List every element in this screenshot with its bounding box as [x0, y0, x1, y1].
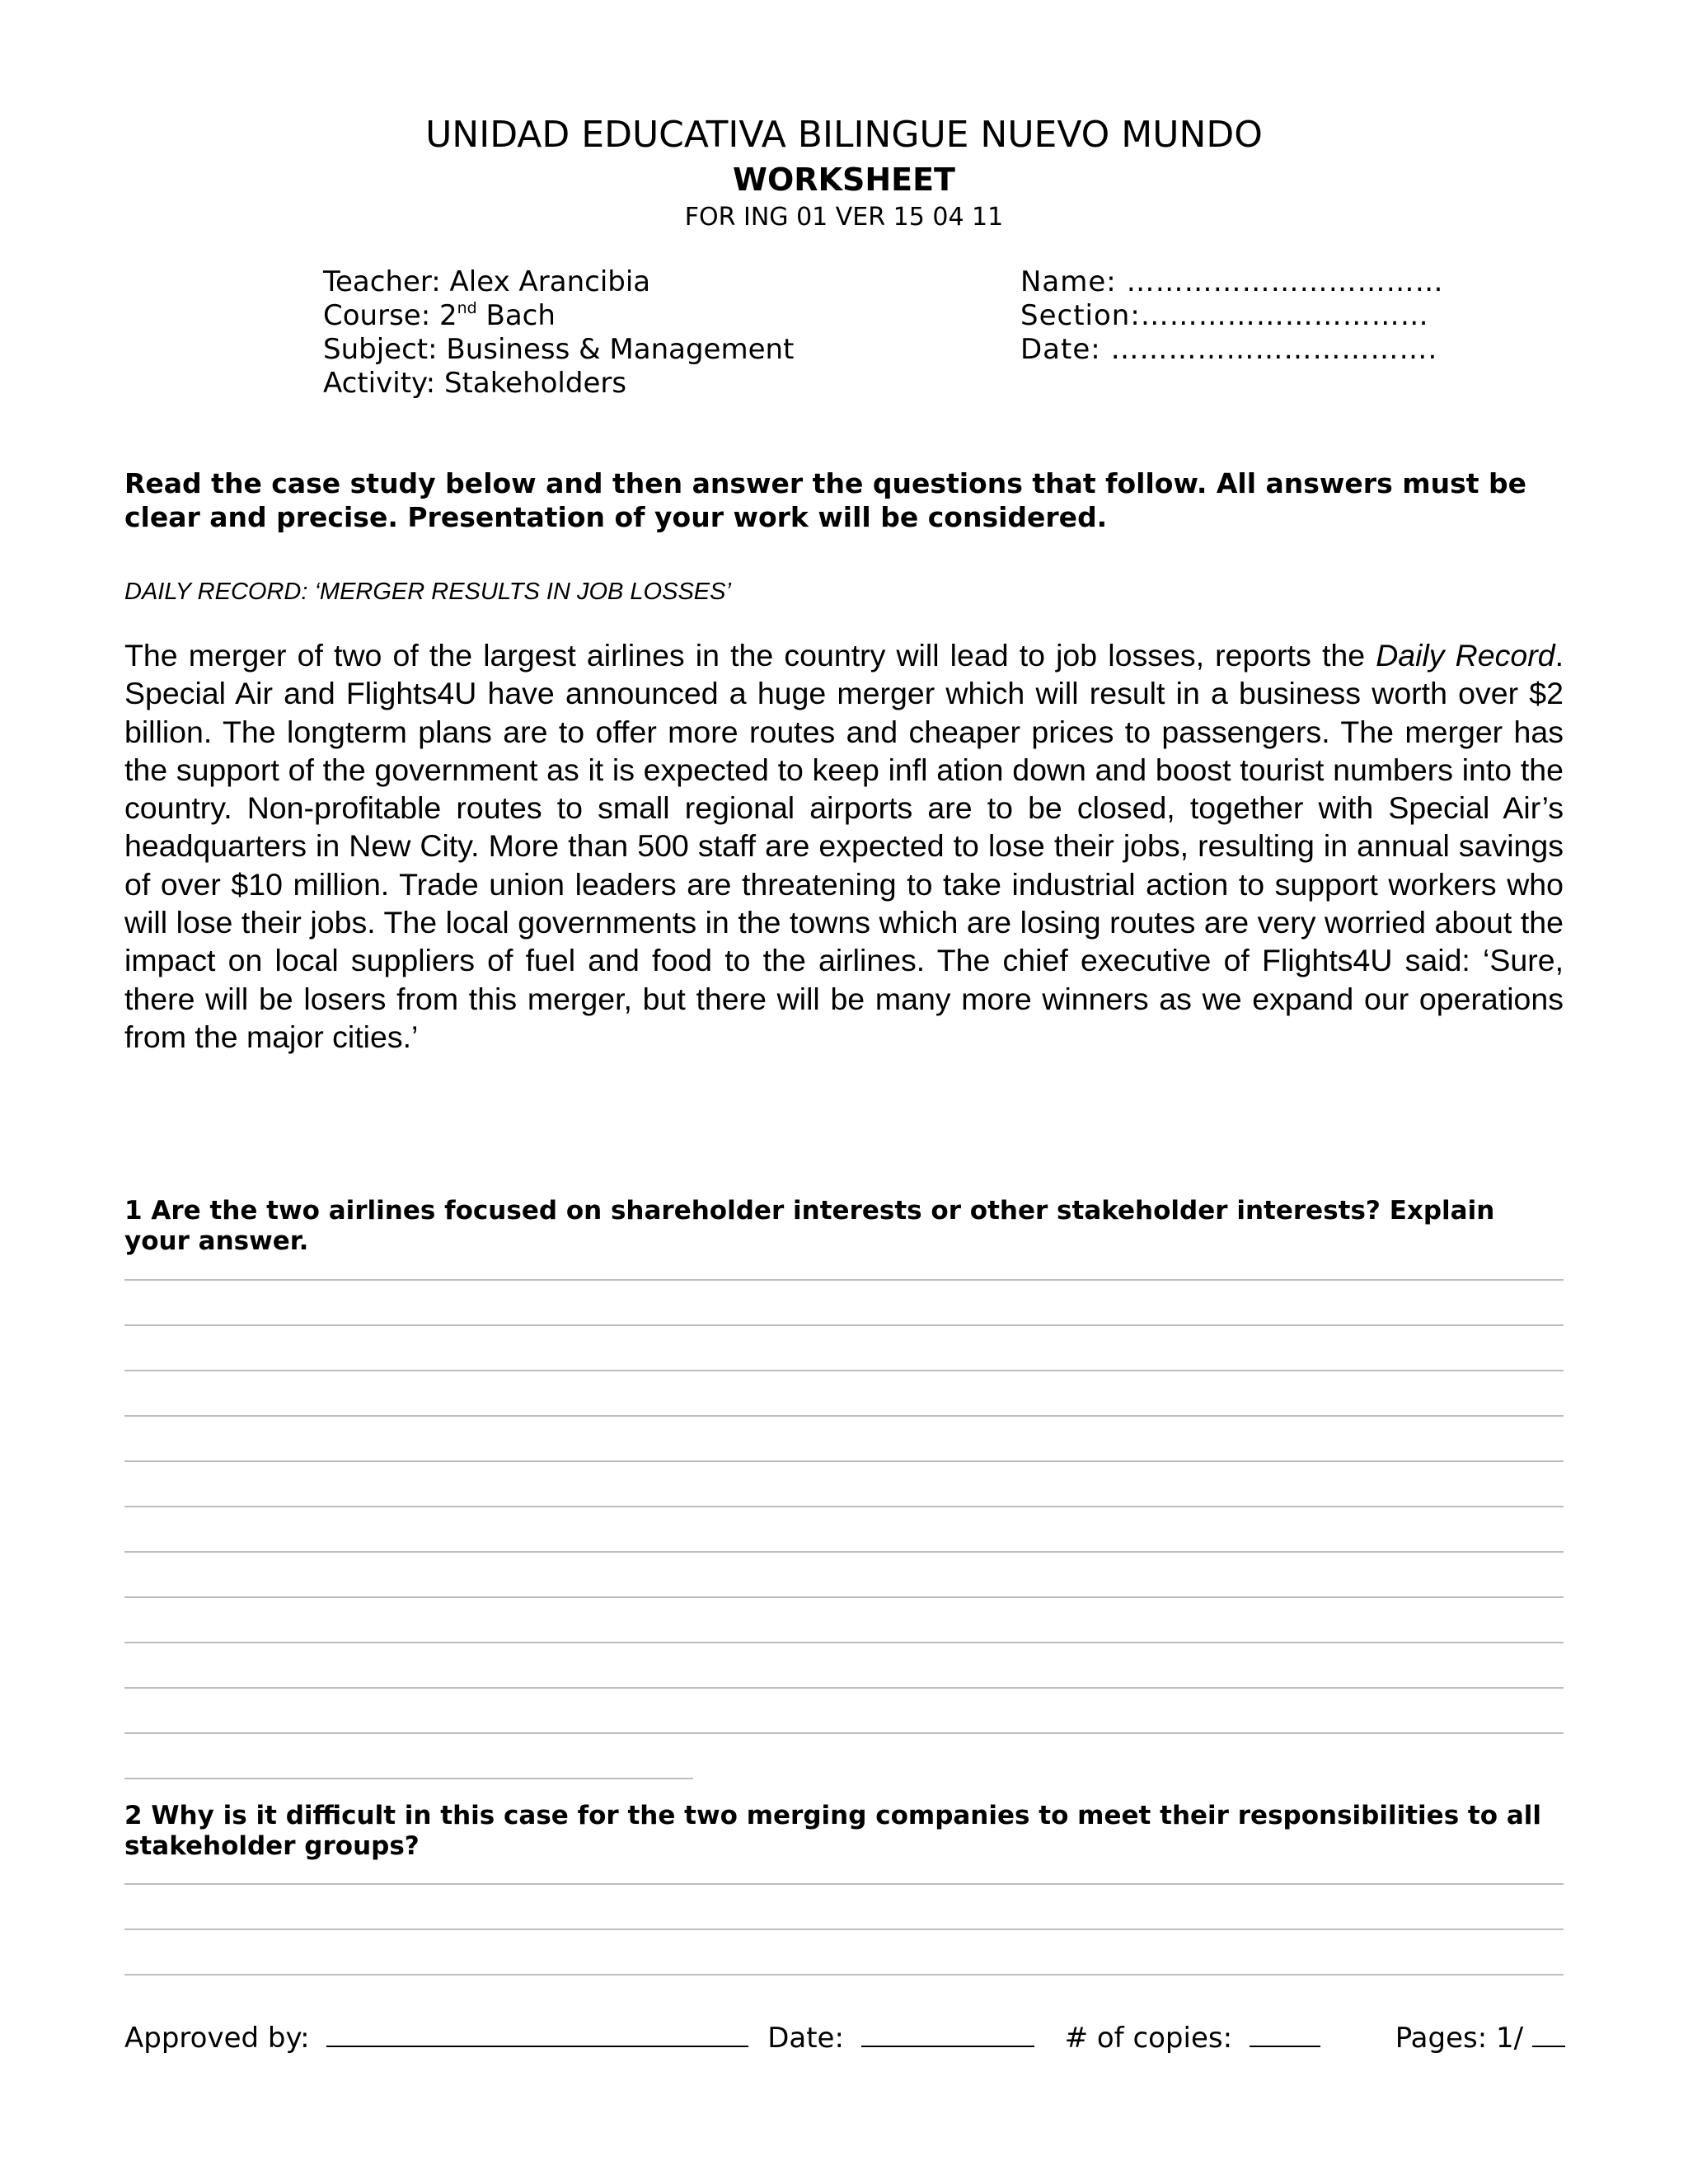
- answer-line[interactable]: [124, 1929, 1564, 1930]
- approved-label: Approved by:: [124, 2022, 310, 2055]
- article-body: [124, 636, 1564, 1056]
- answer-line[interactable]: [124, 1460, 1564, 1462]
- approved-by-field[interactable]: [326, 2021, 748, 2047]
- name-field[interactable]: Name: ……………………………: [1020, 265, 1444, 298]
- course-line: [323, 299, 794, 333]
- answer-line[interactable]: [124, 1883, 1564, 1885]
- worksheet-title: WORKSHEET: [733, 162, 955, 198]
- article-source-italic: Daily Record: [1376, 638, 1555, 673]
- pages-field[interactable]: [1532, 2021, 1565, 2047]
- approval-footer: [124, 2021, 1564, 2055]
- answer-line[interactable]: [124, 1778, 693, 1779]
- article-headline: DAILY RECORD: ‘MERGER RESULTS IN JOB LOSSES’: [124, 579, 731, 605]
- form-code: FOR ING 01 VER 15 04 11: [684, 203, 1004, 232]
- answer-line[interactable]: [124, 1687, 1564, 1689]
- question-2: 2 Why is it difficult in this case for the two merging companies to meet their responsibilities to all stakeholder groups?: [124, 1801, 1542, 1861]
- pages-label: Pages: 1/: [1395, 2022, 1524, 2055]
- article-body-start: The merger of two of the largest airlines in the country will lead to job losses, reports the: [124, 638, 1376, 673]
- answer-line[interactable]: [124, 1551, 1564, 1553]
- question-1: 1 Are the two airlines focused on shareholder interests or other stakeholder interests? Explain your answer.: [124, 1196, 1495, 1256]
- activity-line: Activity: Stakeholders: [323, 367, 627, 400]
- footer-date-label: Date:: [767, 2022, 844, 2055]
- answer-line[interactable]: [124, 1974, 1564, 1975]
- copies-label: # of copies:: [1064, 2022, 1233, 2055]
- subject-line: Subject: Business & Management: [323, 333, 795, 366]
- copies-field[interactable]: [1250, 2021, 1320, 2047]
- course-suffix: Bach: [476, 299, 556, 332]
- answer-line[interactable]: [124, 1415, 1564, 1417]
- school-name: UNIDAD EDUCATIVA BILINGUE NUEVO MUNDO: [425, 114, 1263, 156]
- article-body-rest: . Special Air and Flights4U have announced a huge merger which will result in a business worth over $2 billion. The longterm plans are to offer more routes and cheaper prices to passengers. The merger has the support of the government as it is expected to keep infl ation down and boost tourist numbers into the country. Non-profitable routes to small regional airports are to be closed, together with Special Air’s headquarters in New City. More than 500 staff are expected to lose their jobs, resulting in annual savings of over $10 million. Trade union leaders are threatening to take industrial action to support workers who will lose their jobs. The local governments in the towns which are losing routes are very worried about the impact on local suppliers of fuel and food to the airlines. The chief executive of Flights4U said: ‘Sure, there will be losers from this merger, but there will be many more winners as we expand our operations from the major cities.’: [124, 638, 1564, 1054]
- answer-line[interactable]: [124, 1506, 1564, 1507]
- answer-line[interactable]: [124, 1596, 1564, 1598]
- date-field[interactable]: Date: …………………………….: [1020, 333, 1438, 366]
- teacher-line: Teacher: Alex Arancibia: [323, 265, 651, 298]
- answer-line[interactable]: [124, 1732, 1564, 1734]
- course-prefix: Course: 2: [323, 299, 457, 332]
- worksheet-meta-right: [1020, 265, 1444, 367]
- answer-line[interactable]: [124, 1279, 1564, 1281]
- footer-date-field[interactable]: [861, 2021, 1034, 2047]
- instructions: Read the case study below and then answer the questions that follow. All answers must be clear and precise. Presentation of your work will be considered.: [124, 467, 1526, 533]
- worksheet-meta-left: [323, 265, 794, 401]
- answer-line[interactable]: [124, 1642, 1564, 1643]
- answer-line[interactable]: [124, 1324, 1564, 1326]
- section-field[interactable]: Section:…………………………: [1020, 299, 1429, 332]
- answer-line[interactable]: [124, 1370, 1564, 1371]
- course-superscript: nd: [457, 299, 477, 317]
